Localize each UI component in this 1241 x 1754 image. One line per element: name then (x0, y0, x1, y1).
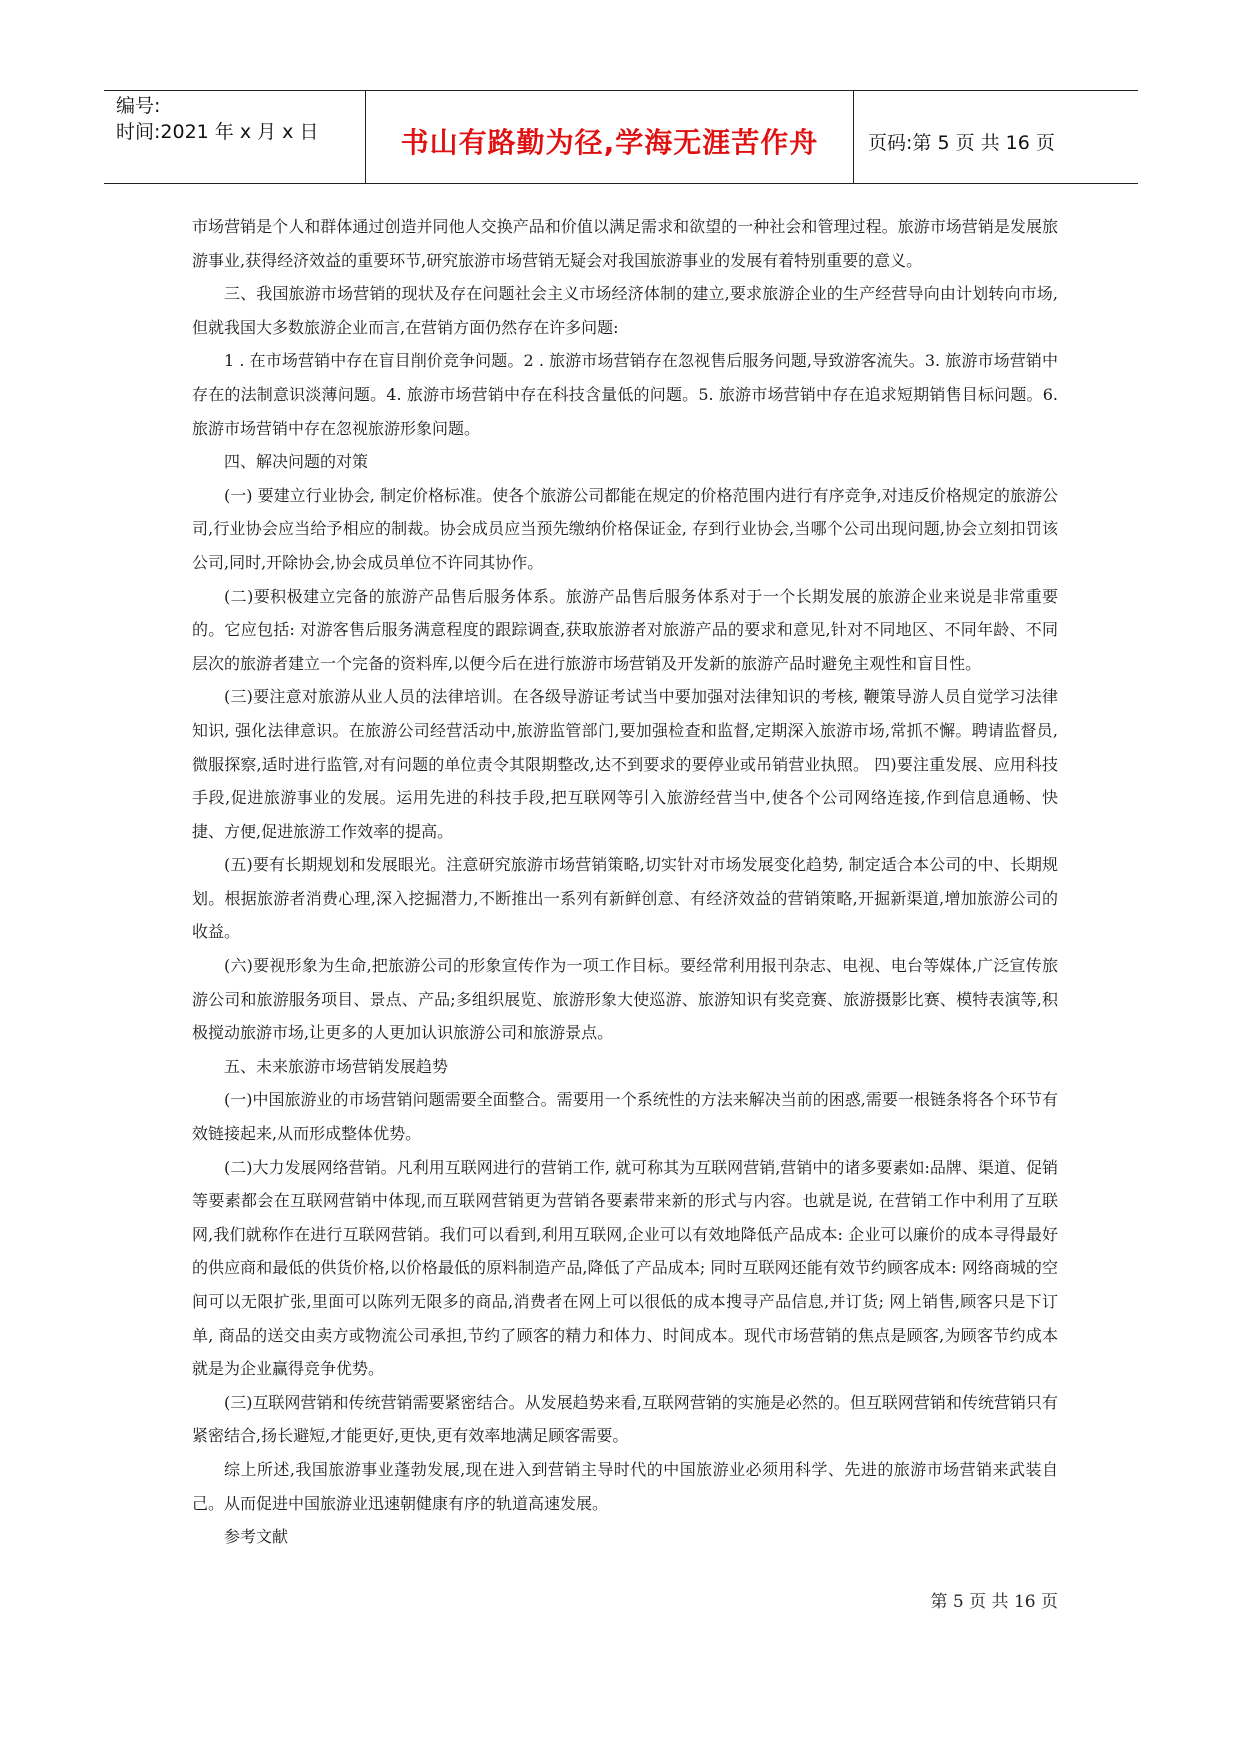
doc-number-label: 编号: (116, 95, 161, 117)
section-heading: 四、解决问题的对策 (224, 452, 369, 472)
paragraph: (三)互联网营销和传统营销需要紧密结合。从发展趋势来看,互联网营销的实施是必然的。但互联网营销和传统营销只有紧密结合,扬长避短,才能更好,更快,更有效率地满足顾客需要。 (192, 1392, 1058, 1446)
references-heading: 参考文献 (224, 1527, 289, 1547)
paragraph: (一) 要建立行业协会, 制定价格标准。使各个旅游公司都能在规定的价格范围内进行有序竞争,对违反价格规定的旅游公司,行业协会应当给予相应的制裁。协会成员应当预先缴纳价格保证金, 存到行业协会,当哪个公司出现问题,协会立刻扣罚该公司,同时,开除协会,协会成员单位不许同其协作。 (192, 485, 1058, 572)
header-motto: 书山有路勤为径,学海无涯苦作舟 (366, 91, 854, 183)
doc-time-label: 时间:2021 年 x 月 x 日 (116, 121, 319, 143)
header-info-cell (104, 91, 366, 183)
paragraph: 市场营销是个人和群体通过创造并同他人交换产品和价值以满足需求和欲望的一种社会和管理过程。旅游市场营销是发展旅游事业,获得经济效益的重要环节,研究旅游市场营销无疑会对我国旅游事业的发展有着特别重要的意义。 (192, 217, 1058, 270)
header-page-number: 页码:第 5 页 共 16 页 (868, 131, 1055, 154)
paragraph: 综上所述,我国旅游事业蓬勃发展,现在进入到营销主导时代的中国旅游业必须用科学、先进的旅游市场营销来武装自己。从而促进中国旅游业迅速朝健康有序的轨道高速发展。 (192, 1459, 1058, 1513)
paragraph: (二)要积极建立完备的旅游产品售后服务体系。旅游产品售后服务体系对于一个长期发展的旅游企业来说是非常重要的。它应包括: 对游客售后服务满意程度的跟踪调查,获取旅游者对旅游产品的要求和意见,针对不同地区、不同年龄、不同层次的旅游者建立一个完备的资料库,以便今后在进行旅游市场营销及开发新的旅游产品时避免主观性和盲目性。 (192, 586, 1058, 673)
paragraph: (一)中国旅游业的市场营销问题需要全面整合。需要用一个系统性的方法来解决当前的困惑,需要一根链条将各个环节有效链接起来,从而形成整体优势。 (192, 1090, 1058, 1144)
paragraph: 1 . 在市场营销中存在盲目削价竞争问题。2 . 旅游市场营销存在忽视售后服务问题,导致游客流失。3. 旅游市场营销中存在的法制意识淡薄问题。4. 旅游市场营销中存在科技含量低的问题。5. 旅游市场营销中存在追求短期销售目标问题。6. 旅游市场营销中存在忽视旅游形象问题。 (192, 351, 1058, 438)
section-heading: 三、我国旅游市场营销的现状及存在问题社会主义市场经济体制的建立,要求旅游企业的生产经营导向由计划转向市场,但就我国大多数旅游企业而言,在营销方面仍然存在许多问题: (192, 284, 1058, 337)
page-footer-number: 第 5 页 共 16 页 (930, 1592, 1058, 1612)
page-header (104, 90, 1138, 184)
paragraph: (二)大力发展网络营销。凡利用互联网进行的营销工作, 就可称其为互联网营销,营销中的诸多要素如:品牌、渠道、促销等要素都会在互联网营销中体现,而互联网营销更为营销各要素带来新的形式与内容。也就是说, 在营销工作中利用了互联网,我们就称作在进行互联网营销。我们可以看到,利用互联网,企业可以有效地降低产品成本: 企业可以廉价的成本寻得最好的供应商和最低的供货价格,以价格最低的原料制造产品,降低了产品成本; 同时互联网还能有效节约顾客成本: 网络商城的空间可以无限扩张,里面可以陈列无限多的商品,消费者在网上可以很低的成本搜寻产品信息,并订货; 网上销售,顾客只是下订单, 商品的送交由卖方或物流公司承担,节约了顾客的精力和体力、时间成本。现代市场营销的焦点是顾客,为顾客节约成本就是为企业赢得竞争优势。 (192, 1157, 1058, 1379)
document-body (192, 210, 1058, 1554)
paragraph: (六)要视形象为生命,把旅游公司的形象宣传作为一项工作目标。要经常利用报刊杂志、电视、电台等媒体,广泛宣传旅游公司和旅游服务项目、景点、产品;多组织展览、旅游形象大使巡游、旅游知识有奖竞赛、旅游摄影比赛、模特表演等,积极搅动旅游市场,让更多的人更加认识旅游公司和旅游景点。 (192, 956, 1058, 1043)
paragraph: (三)要注意对旅游从业人员的法律培训。在各级导游证考试当中要加强对法律知识的考核, 鞭策导游人员自觉学习法律知识, 强化法律意识。在旅游公司经营活动中,旅游监管部门,要加强检查和监督,定期深入旅游市场,常抓不懈。聘请监督员,微服探察,适时进行监管,对有问题的单位责令其限期整改,达不到要求的要停业或吊销营业执照。 四)要注重发展、应用科技手段,促进旅游事业的发展。运用先进的科技手段,把互联网等引入旅游经营当中,使各个公司网络连接,作到信息通畅、快捷、方便,促进旅游工作效率的提高。 (192, 687, 1058, 841)
section-heading: 五、未来旅游市场营销发展趋势 (224, 1056, 449, 1076)
paragraph: (五)要有长期规划和发展眼光。注意研究旅游市场营销策略,切实针对市场发展变化趋势, 制定适合本公司的中、长期规划。根据旅游者消费心理,深入挖掘潜力,不断推出一系列有新鲜创意、有经济效益的营销策略,开掘新渠道,增加旅游公司的收益。 (192, 855, 1058, 942)
